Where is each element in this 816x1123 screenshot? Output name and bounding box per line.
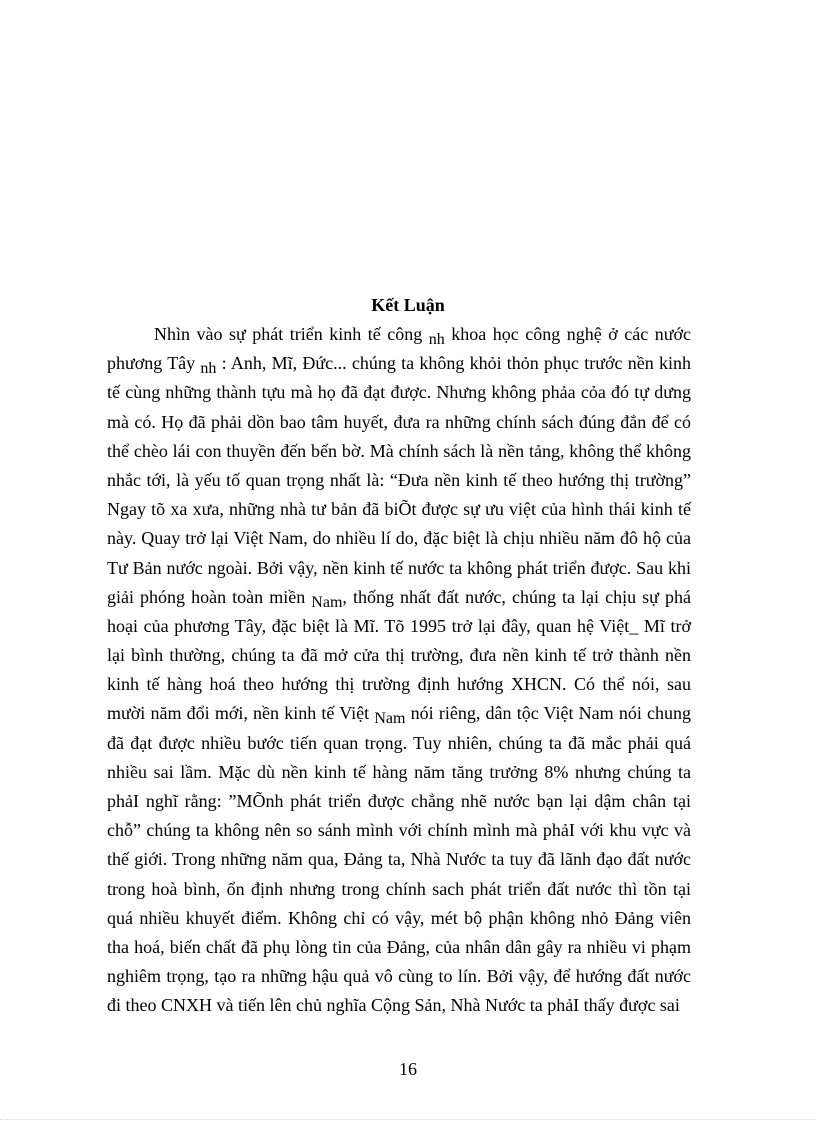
text-line: Nhìn vào sự phát triển kinh tế công nh khoa học công nghệ ở các nước (154, 324, 691, 348)
text-line: mười năm đổi mới, nền kinh tế Việt Nam nói riêng, dân tộc Việt Nam nói chung (107, 703, 691, 728)
text-line: phảI nghĩ rằng: ”MÕnh phát triển được chẳng nhẽ nước bạn lại dậm chân tại (107, 791, 691, 811)
text-line: lại bình thường, chúng ta đã mở cửa thị trường, đưa nền kinh tế trở thành nền (107, 645, 691, 666)
page-bottom-divider (0, 1119, 816, 1120)
text-line: đã đạt được nhiều bước tiến quan trọng. Tuy nhiên, chúng ta đã mắc phải quá (107, 732, 691, 753)
text-line: giải phóng hoàn toàn miền Nam, thống nhất đất nước, chúng ta lại chịu sự phá (107, 586, 691, 611)
section-title: Kết Luận (371, 295, 445, 315)
text-line: mà có. Họ đã phải dồn bao tâm huyết, đưa ra những chính sách đúng đắn để có (107, 411, 691, 432)
text-line: tha hoá, biến chất đã phụ lòng tin của Đảng, của nhân dân gây ra nhiều vi phạm (107, 936, 691, 957)
text-line: tế cùng những thành tựu mà họ đã đạt được. Nhưng không phảa cỏa đó tự dưng (107, 382, 691, 403)
text-line: Ngay tõ xa xưa, những nhà tư bản đã biÕt được sự ưu việt của hình thái kinh tế (107, 499, 691, 520)
text-line: nhiều sai lầm. Mặc dù nền kinh tế hàng năm tăng trưởng 8% nhưng chúng ta (107, 761, 691, 782)
body-paragraph (107, 320, 691, 1021)
text-line: đi theo CNXH và tiến lên chủ nghĩa Cộng Sản, Nhà Nước ta phảI thấy được sai (107, 995, 680, 1016)
text-line: quá nhiều khuyết điểm. Không chỉ có vậy, mét bộ phận không nhỏ Đảng viên (107, 907, 691, 928)
text-line: kinh tế hàng hoá theo hướng thị trường định hướng XHCN. Có thể nói, sau (107, 674, 691, 695)
text-line: chỗ” chúng ta không nên so sánh mình với chính mình mà phảI với khu vực và (107, 820, 691, 841)
page-number: 16 (399, 1059, 417, 1079)
text-line: này. Quay trở lại Việt Nam, do nhiều lí do, đặc biệt là chịu nhiều năm đô hộ của (107, 528, 691, 549)
text-line: trong hoà bình, ổn định nhưng trong chính sach phát triển đất nước thì tồn tại (107, 878, 691, 899)
text-line: hoại của phương Tây, đặc biệt là Mĩ. Tõ 1995 trở lại đây, quan hệ Việt_ Mĩ trở (107, 615, 691, 636)
text-line: nhắc tới, là yếu tố quan trọng nhất là: “Đưa nền kinh tế theo hướng thị trường” (107, 469, 691, 490)
text-line: thể chèo lái con thuyền đến bến bờ. Mà chính sách là nền tảng, không thể không (107, 440, 691, 461)
text-line: Tư Bản nước ngoài. Bởi vậy, nền kinh tế nước ta không phát triển được. Sau khi (107, 557, 691, 578)
text-line: phương Tây nh : Anh, Mĩ, Đức... chúng ta không khỏi thỏn phục trước nền kinh (107, 353, 691, 378)
text-line: nghiêm trọng, tạo ra những hậu quả vô cùng to lín. Bởi vậy, để hướng đất nước (107, 966, 691, 987)
text-line: thế giới. Trong những năm qua, Đảng ta, Nhà Nước ta tuy đã lãnh đạo đất nước (107, 849, 691, 870)
